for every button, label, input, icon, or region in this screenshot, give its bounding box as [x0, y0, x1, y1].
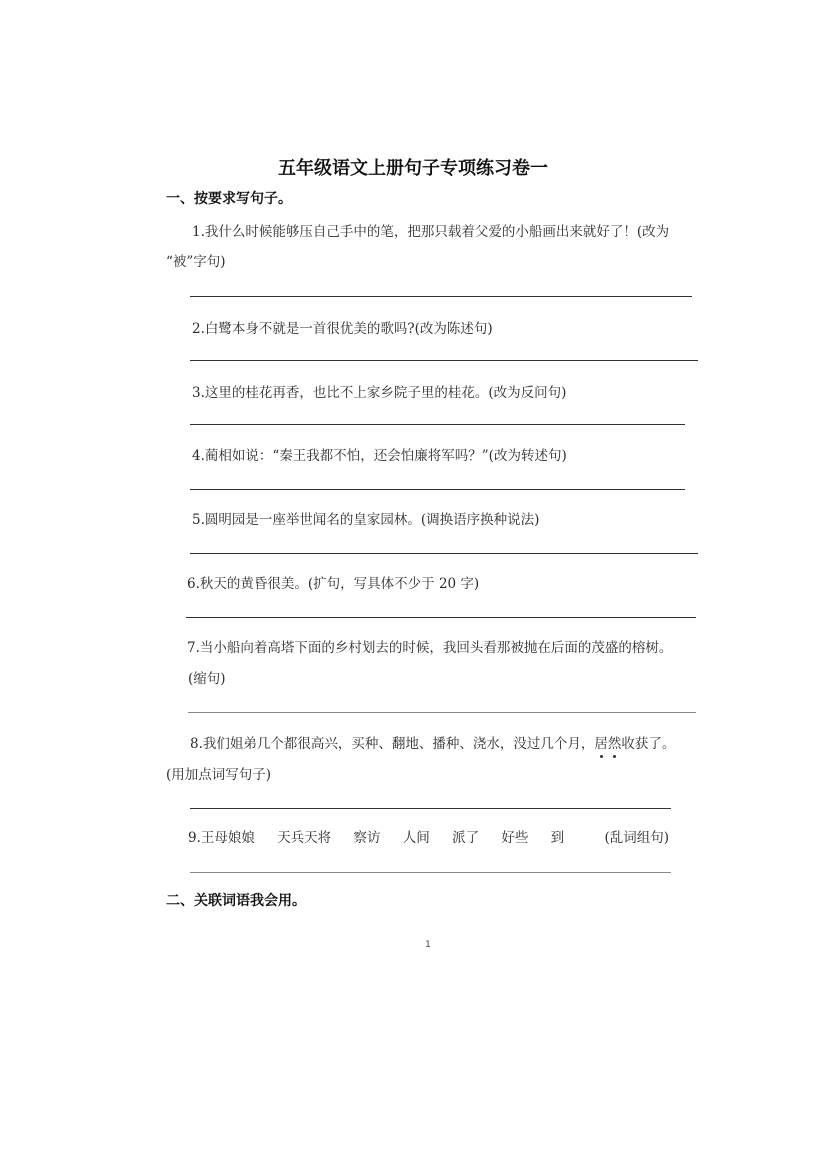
- q9-note: (乱词组句): [604, 830, 670, 846]
- question-5-text: 5.圆明园是一座举世闻名的皇家园林。(调换语序换种说法): [192, 512, 540, 528]
- answer-line-9[interactable]: [190, 872, 671, 873]
- question-8-text-b: 收获了。: [621, 736, 676, 752]
- answer-line-7[interactable]: [188, 712, 696, 713]
- question-4-text: 4.蔺相如说：“秦王我都不怕，还会怕廉将军吗？”(改为转述句): [192, 448, 567, 464]
- section-heading-2: 二、关联词语我会用。: [166, 893, 306, 909]
- question-1-text: 1.我什么时候能够压自己手中的笔，把那只载着父爱的小船画出来就好了！(改为: [192, 224, 670, 240]
- answer-line-5[interactable]: [190, 553, 698, 554]
- answer-line-8[interactable]: [190, 808, 671, 809]
- answer-line-2[interactable]: [190, 360, 698, 361]
- dotted-char-1: 居: [594, 732, 608, 752]
- section-heading-1: 一、按要求写句子。: [166, 191, 292, 207]
- page-title: 五年级语文上册句子专项练习卷一: [278, 158, 548, 179]
- q9-word-4: 人间: [402, 830, 430, 846]
- question-8-text-a: 8.我们姐弟几个都很高兴，买种、翻地、播种、浇水，没过几个月，: [190, 736, 595, 752]
- page-number: 1: [425, 940, 431, 950]
- dotted-char-2: 然: [608, 732, 622, 752]
- answer-line-3[interactable]: [190, 424, 685, 425]
- question-2-text: 2.白鹭本身不就是一首很优美的歌吗?(改为陈述句): [192, 321, 493, 337]
- q9-word-5: 派了: [452, 830, 480, 846]
- question-8-text-cont: (用加点词写句子): [166, 767, 272, 783]
- q9-word-2: 天兵天将: [277, 830, 332, 846]
- question-7-text: 7.当小船向着高塔下面的乡村划去的时候，我回头看那被抛在后面的茂盛的榕树。: [187, 640, 673, 656]
- q9-word-7: 到: [550, 830, 565, 846]
- answer-line-4[interactable]: [190, 489, 685, 490]
- q9-word-1: 9.王母娘娘: [188, 830, 255, 846]
- q9-word-6: 好些: [501, 830, 529, 846]
- answer-line-6[interactable]: [186, 617, 696, 618]
- question-8-text: [190, 732, 675, 752]
- question-7-text-cont: (缩句): [188, 671, 226, 687]
- question-6-text: 6.秋天的黄昏很美。(扩句，写具体不少于 20 字): [187, 576, 480, 592]
- answer-line-1[interactable]: [190, 296, 692, 297]
- question-1-text-cont: “被”字句): [166, 254, 226, 270]
- question-3-text: 3.这里的桂花再香，也比不上家乡院子里的桂花。(改为反问句): [192, 385, 567, 401]
- q9-word-3: 察访: [353, 830, 381, 846]
- question-9-text: [188, 826, 669, 846]
